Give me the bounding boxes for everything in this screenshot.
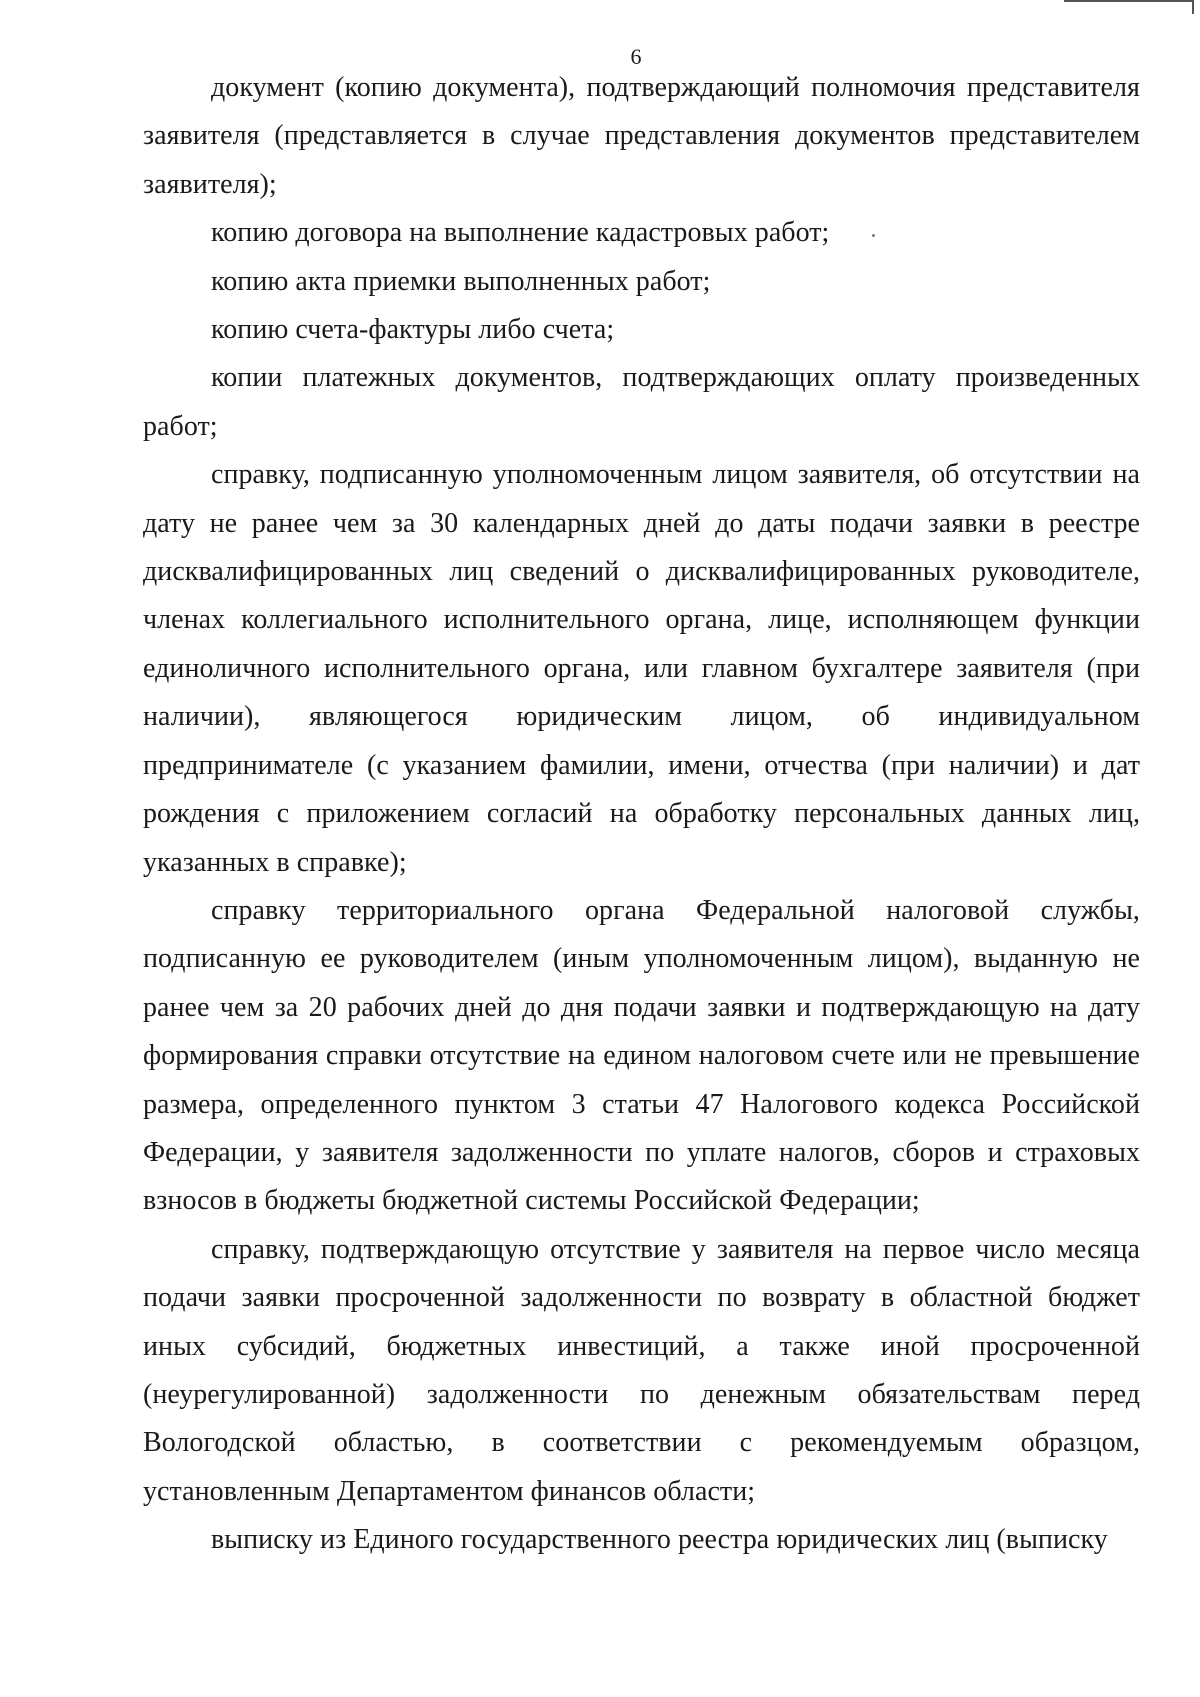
page-number: 6 — [630, 44, 642, 69]
paragraph-invoice: копию счета-фактуры либо счета; — [211, 314, 615, 346]
paragraph-tax-service-certificate: справку территориального органа Федеральной налоговой службы, подписанную ее руководителем (иным уполномоченным лицом), выданную не ранее чем за 20 рабочих дней до дня подачи заявки и подтверждающую на дату формирования справки отсутствие на едином налоговом счете или не превышение размера, определенного пунктом 3 статьи 47 Налогового кодекса Российской Федерации, у заявителя задолженности по уплате налогов, сборов и страховых взносов в бюджеты бюджетной системы Российской Федерации; — [143, 894, 1140, 1217]
paragraph-acceptance-act: копию акта приемки выполненных работ; — [211, 265, 711, 297]
paragraph-overdue-debt-certificate: справку, подтверждающую отсутствие у заявителя на первое число месяца подачи заявки просроченной задолженности по возврату в областной бюджет иных субсидий, бюджетных инвестиций, а также иной просроченной (неурегулированной) задолженности по денежным обязательствам перед Вологодской областью, в соответствии с рекомендуемым образцом, установленным Департаментом финансов области; — [143, 1233, 1140, 1507]
paragraph-egrul-extract: выписку из Единого государственного реестра юридических лиц (выписку — [211, 1524, 1108, 1556]
corner-scan-mark — [1064, 0, 1194, 16]
paragraph-cadastral-contract: копию договора на выполнение кадастровых работ; — [211, 217, 830, 249]
document-body — [143, 64, 1140, 1565]
paragraph-representative-document: документ (копию документа), подтверждающий полномочия представителя заявителя (представляется в случае представления документов представителем заявителя); — [143, 72, 1140, 200]
corner-scan-tick — [1192, 0, 1194, 14]
paragraph-disqualified-persons-certificate: справку, подписанную уполномоченным лицом заявителя, об отсутствии на дату не ранее чем за 30 календарных дней до даты подачи заявки в реестре дисквалифицированных лиц сведений о дисквалифицированных руководителе, членах коллегиального исполнительного органа, лице, исполняющем функции единоличного исполнительного органа, или главном бухгалтере заявителя (при наличии), являющегося юридическим лицом, об индивидуальном предпринимателе (с указанием фамилии, имени, отчества (при наличии) и дат рождения с приложением согласий на обработку персональных данных лиц, указанных в справке); — [143, 459, 1140, 878]
paragraph-payment-documents: копии платежных документов, подтверждающих оплату произведенных работ; — [143, 362, 1140, 442]
